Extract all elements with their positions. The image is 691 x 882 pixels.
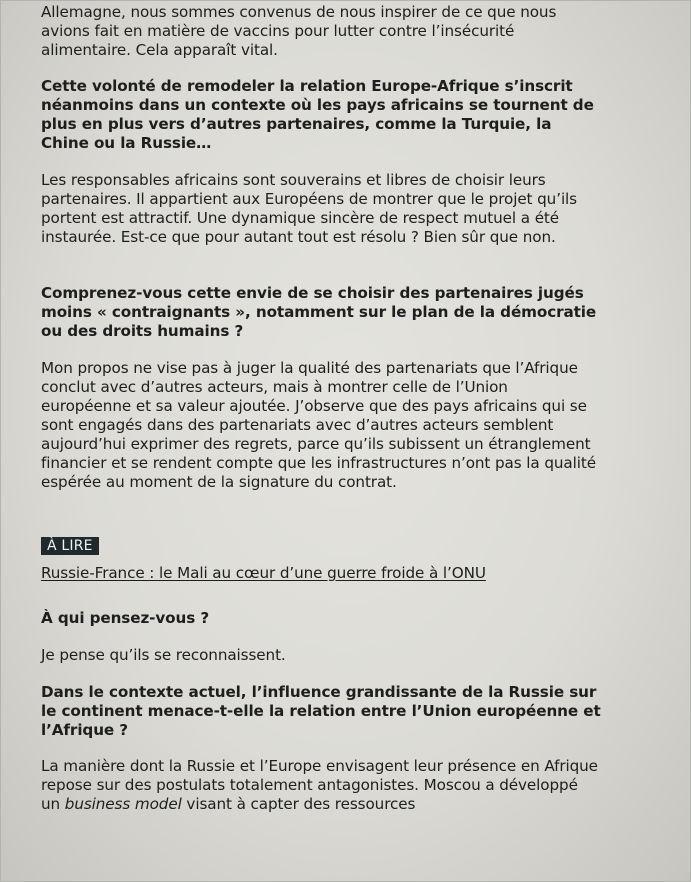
- interview-answer-3: Je pense qu’ils se reconnaissent.: [41, 646, 286, 664]
- read-also-tag: À LIRE: [41, 537, 99, 555]
- answer-4-text-start: La manière dont la Russie et l’Europe envisagent leur présence en Afrique repose sur des postulats totalement antagonistes. Moscou a développé un: [41, 757, 598, 813]
- answer-4-text-end: visant à capter des ressources: [181, 795, 416, 813]
- read-also-block: [41, 536, 601, 555]
- interview-question-1: Cette volonté de remodeler la relation Europe-Afrique s’inscrit néanmoins dans un contexte où les pays africains se tournent de plus en plus vers d’autres partenaires, comme la Turquie, la Chine ou la Russie…: [41, 77, 594, 152]
- interview-question-3: À qui pensez-vous ?: [41, 609, 210, 627]
- interview-answer-2: Mon propos ne vise pas à juger la qualité des partenariats que l’Afrique conclut avec d’autres acteurs, mais à montrer celle de l’Union européenne et sa valeur ajoutée. J’observe que des pays africains qui se sont engagés dans des partenariats avec d’autres acteurs semblent aujourd’hui exprimer des regrets, parce qu’ils subissent un étranglement financier et se rendent compte que les infrastructures n’ont pas la qualité espérée au moment de la signature du contrat.: [41, 359, 596, 491]
- interview-answer-1: Les responsables africains sont souverains et libres de choisir leurs partenaires. Il appartient aux Européens de montrer que le projet qu’ils portent est attractif. Une dynamique sincère de respect mutuel a été instaurée. Est-ce que pour autant tout est résolu ? Bien sûr que non.: [41, 171, 577, 246]
- answer-4-italic-term: business model: [64, 795, 182, 813]
- interview-answer-4: [41, 757, 601, 814]
- interview-question-4: Dans le contexte actuel, l’influence grandissante de la Russie sur le continent menace-t-elle la relation entre l’Union européenne et l’Afrique ?: [41, 683, 601, 739]
- related-article: [41, 564, 601, 583]
- related-article-link[interactable]: Russie-France : le Mali au cœur d’une guerre froide à l’ONU: [41, 564, 486, 582]
- paragraph-intro: Allemagne, nous sommes convenus de nous inspirer de ce que nous avions fait en matière de vaccins pour lutter contre l’insécurité alimentaire. Cela apparaît vital.: [41, 3, 557, 59]
- interview-question-2: Comprenez-vous cette envie de se choisir des partenaires jugés moins « contraignants », notamment sur le plan de la démocratie ou des droits humains ?: [41, 284, 597, 340]
